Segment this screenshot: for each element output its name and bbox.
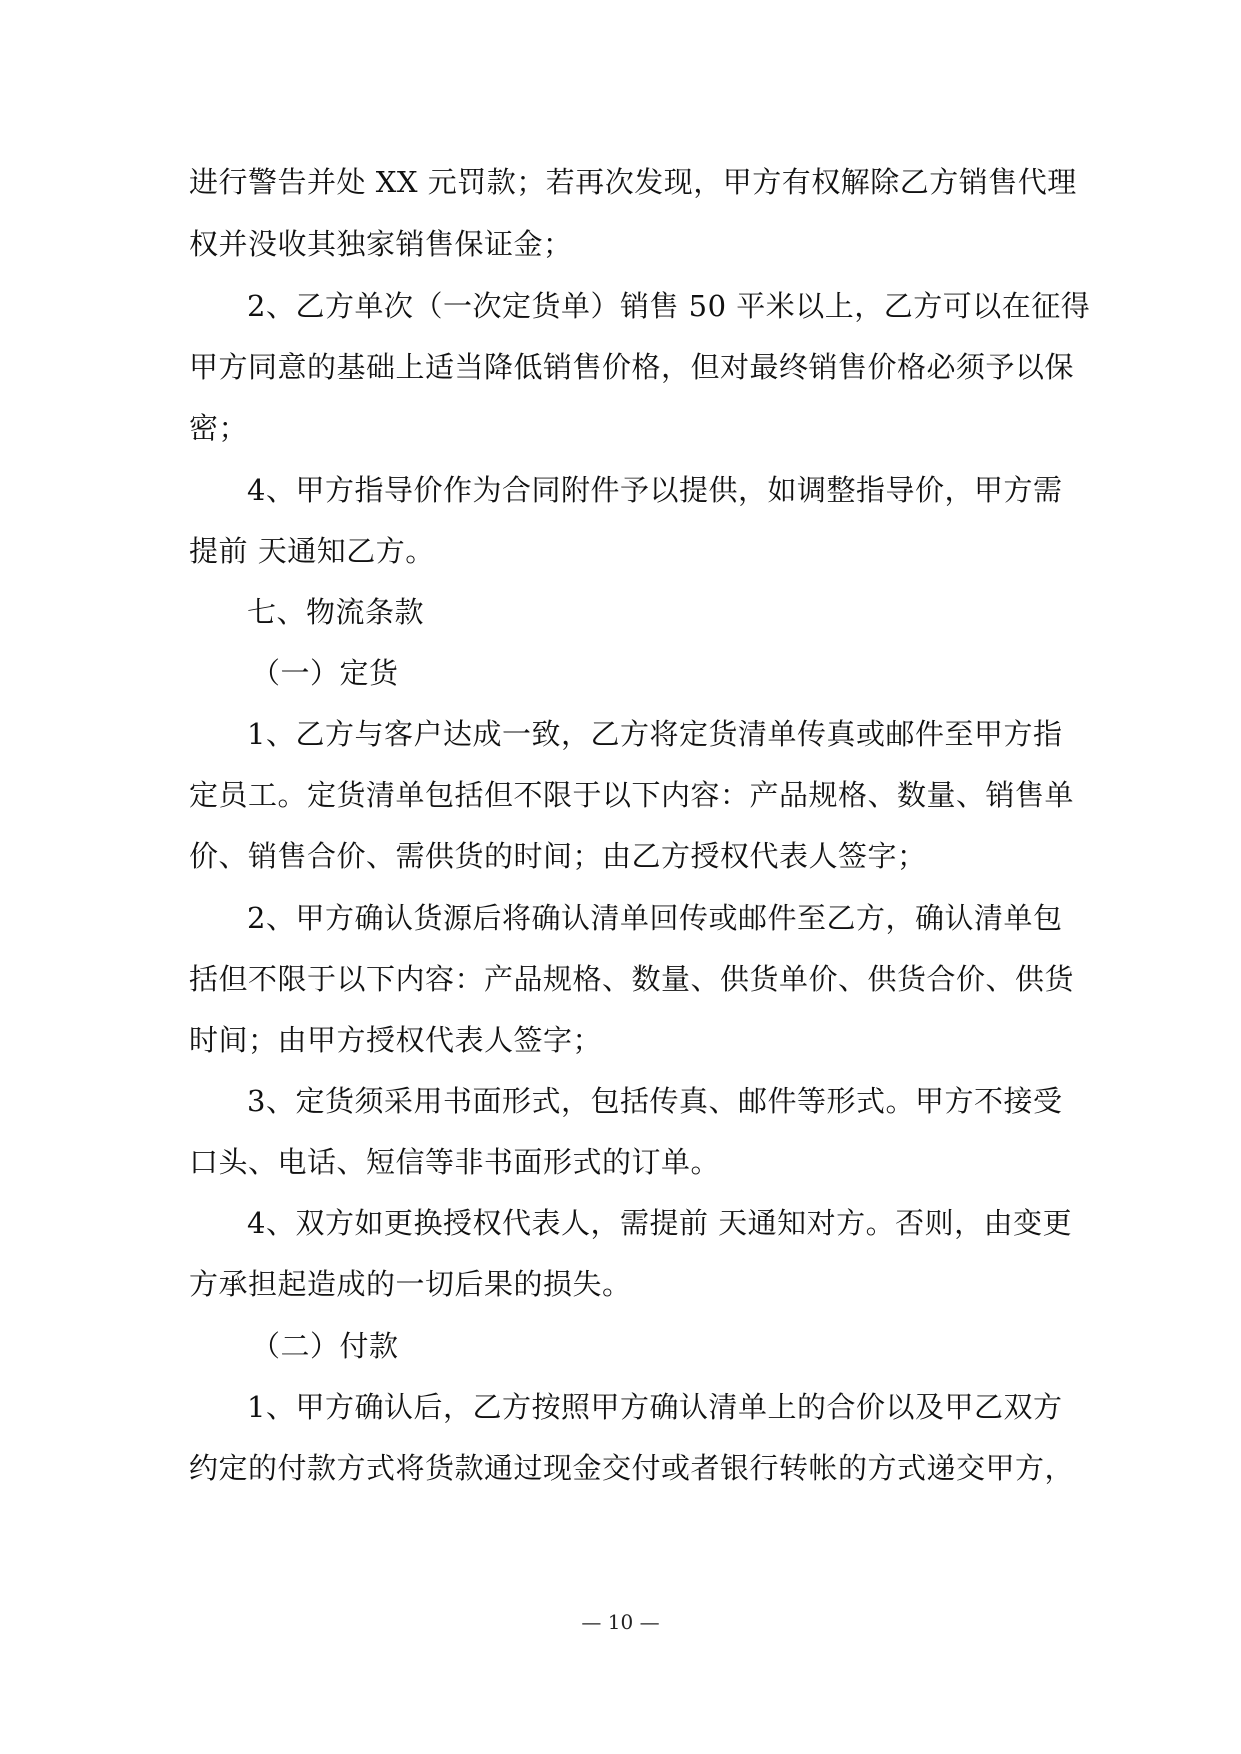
text-line: 4、双方如更换授权代表人，需提前 天通知对方。否则，由变更	[247, 1206, 1073, 1240]
text-line: 进行警告并处 XX 元罚款；若再次发现，甲方有权解除乙方销售代理	[189, 165, 1077, 199]
text-line: 方承担起造成的一切后果的损失。	[189, 1267, 632, 1301]
text-line: 1、乙方与客户达成一致，乙方将定货清单传真或邮件至甲方指	[247, 717, 1063, 751]
text-line: 定员工。定货清单包括但不限于以下内容：产品规格、数量、销售单	[189, 778, 1075, 812]
text-line: 口头、电话、短信等非书面形式的订单。	[189, 1145, 721, 1179]
text-line: 3、定货须采用书面形式，包括传真、邮件等形式。甲方不接受	[247, 1084, 1063, 1118]
text-line: 密；	[189, 411, 249, 445]
text-line: 括但不限于以下内容：产品规格、数量、供货单价、供货合价、供货	[189, 962, 1075, 996]
text-line: 约定的付款方式将货款通过现金交付或者银行转帐的方式递交甲方，	[189, 1451, 1075, 1485]
subsection-heading: （一）定货	[251, 656, 399, 690]
text-line: 提前 天通知乙方。	[189, 534, 435, 568]
subsection-heading: （二）付款	[251, 1329, 399, 1363]
section-heading: 七、物流条款	[247, 595, 425, 629]
text-line: 2、甲方确认货源后将确认清单回传或邮件至乙方，确认清单包	[247, 901, 1063, 935]
page-number: — 10 —	[581, 1610, 660, 1634]
text-line: 甲方同意的基础上适当降低销售价格，但对最终销售价格必须予以保	[189, 350, 1075, 384]
text-line: 1、甲方确认后，乙方按照甲方确认清单上的合价以及甲乙双方	[247, 1390, 1063, 1424]
text-line: 2、乙方单次（一次定货单）销售 50 平米以上，乙方可以在征得	[247, 289, 1091, 323]
text-line: 时间；由甲方授权代表人签字；	[189, 1023, 603, 1057]
text-line: 权并没收其独家销售保证金；	[189, 227, 573, 261]
text-line: 4、甲方指导价作为合同附件予以提供，如调整指导价，甲方需	[247, 473, 1063, 507]
text-line: 价、销售合价、需供货的时间；由乙方授权代表人签字；	[189, 839, 927, 873]
